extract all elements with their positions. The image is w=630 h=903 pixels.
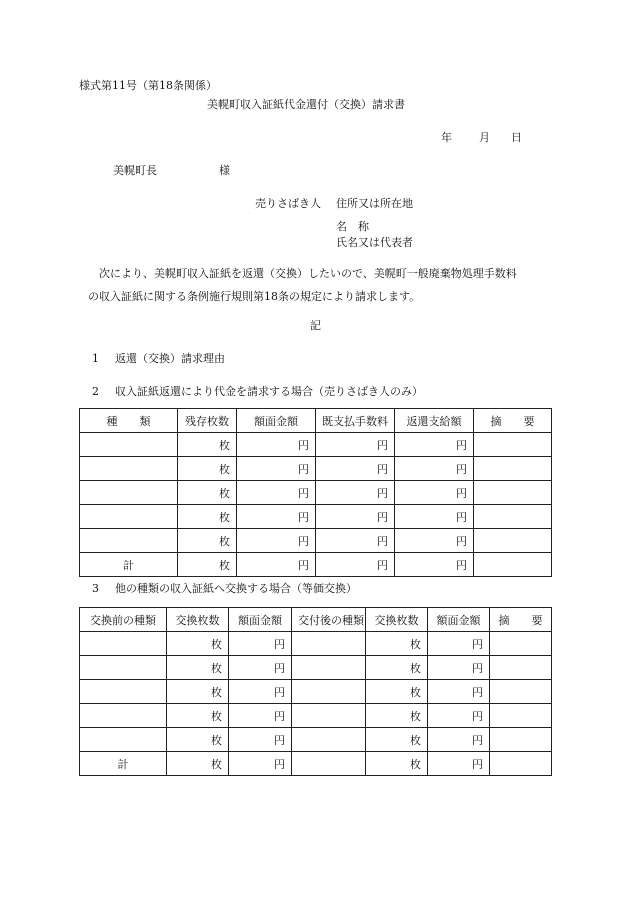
exchange-table (79, 607, 552, 776)
refund-total-count-cell[interactable]: 枚 (178, 553, 237, 577)
refund-count-cell[interactable]: 枚 (178, 457, 237, 481)
exchange-count-after-cell[interactable]: 枚 (366, 680, 428, 704)
form-number: 様式第11号（第18条関係） (79, 79, 217, 92)
exchange-count-after-cell[interactable]: 枚 (366, 632, 428, 656)
refund-header-paid-fee: 既支払手数料 (316, 409, 395, 433)
exchange-header-type-after: 交付後の種類 (292, 608, 366, 632)
refund-amount-cell[interactable]: 円 (395, 433, 474, 457)
refund-face-value-cell[interactable]: 円 (237, 481, 316, 505)
exchange-header-count-before: 交換枚数 (167, 608, 229, 632)
request-body-line-1: 次により、美幌町収入証紙を返還（交換）したいので、美幌町一般廃棄物処理手数料 (99, 267, 517, 280)
refund-total-paid-fee-cell[interactable]: 円 (316, 553, 395, 577)
exchange-face-value-before-cell[interactable]: 円 (229, 728, 292, 752)
addressee-name: 美幌町長 (113, 164, 157, 177)
exchange-type-after-cell[interactable] (292, 656, 366, 680)
exchange-header-count-after: 交換枚数 (366, 608, 428, 632)
table-row (80, 704, 552, 728)
refund-amount-cell[interactable]: 円 (395, 529, 474, 553)
exchange-total-face-value-before-cell[interactable]: 円 (229, 752, 292, 776)
exchange-remarks-cell[interactable] (490, 656, 552, 680)
exchange-header-face-value-after: 額面金額 (428, 608, 490, 632)
refund-type-cell[interactable] (80, 529, 178, 553)
exchange-type-before-cell[interactable] (80, 656, 167, 680)
refund-count-cell[interactable]: 枚 (178, 481, 237, 505)
exchange-count-before-cell[interactable]: 枚 (167, 680, 229, 704)
exchange-total-count-after-cell[interactable]: 枚 (366, 752, 428, 776)
refund-face-value-cell[interactable]: 円 (237, 457, 316, 481)
section3-number: 3 (92, 582, 99, 595)
exchange-remarks-cell[interactable] (490, 728, 552, 752)
exchange-face-value-after-cell[interactable]: 円 (428, 680, 490, 704)
refund-amount-cell[interactable]: 円 (395, 505, 474, 529)
exchange-type-after-cell[interactable] (292, 680, 366, 704)
refund-total-label: 計 (80, 553, 178, 577)
refund-count-cell[interactable]: 枚 (178, 505, 237, 529)
refund-paid-fee-cell[interactable]: 円 (316, 481, 395, 505)
refund-paid-fee-cell[interactable]: 円 (316, 529, 395, 553)
refund-remarks-cell[interactable] (474, 433, 552, 457)
refund-total-row (80, 553, 552, 577)
date-day-label: 日 (511, 131, 522, 144)
exchange-face-value-after-cell[interactable]: 円 (428, 704, 490, 728)
section1-number: 1 (92, 352, 99, 365)
table-row (80, 481, 552, 505)
exchange-count-after-cell[interactable]: 枚 (366, 656, 428, 680)
table-row (80, 680, 552, 704)
table-row (80, 728, 552, 752)
exchange-face-value-after-cell[interactable]: 円 (428, 656, 490, 680)
refund-paid-fee-cell[interactable]: 円 (316, 433, 395, 457)
exchange-count-before-cell[interactable]: 枚 (167, 656, 229, 680)
exchange-count-after-cell[interactable]: 枚 (366, 728, 428, 752)
exchange-face-value-before-cell[interactable]: 円 (229, 656, 292, 680)
exchange-total-remarks-cell[interactable] (490, 752, 552, 776)
refund-type-cell[interactable] (80, 433, 178, 457)
refund-face-value-cell[interactable]: 円 (237, 529, 316, 553)
table-row (80, 433, 552, 457)
addressee-honorific: 様 (219, 164, 230, 177)
table-row (80, 505, 552, 529)
refund-total-amount-cell[interactable]: 円 (395, 553, 474, 577)
exchange-total-count-before-cell[interactable]: 枚 (167, 752, 229, 776)
exchange-type-after-cell[interactable] (292, 632, 366, 656)
exchange-header-type-before: 交換前の種類 (80, 608, 167, 632)
refund-header-refund-amount: 返還支給額 (395, 409, 474, 433)
date-month-label: 月 (479, 131, 490, 144)
exchange-total-row (80, 752, 552, 776)
section2-number: 2 (92, 385, 99, 398)
document-title: 美幌町収入証紙代金還付（交換）請求書 (207, 98, 405, 111)
section3-title: 他の種類の収入証紙へ交換する場合（等価交換） (115, 582, 357, 595)
applicant-representative-label: 氏名又は代表者 (336, 236, 413, 249)
ki-heading: 記 (310, 319, 321, 332)
refund-table-header (80, 409, 552, 433)
exchange-count-after-cell[interactable]: 枚 (366, 704, 428, 728)
section2-title: 収入証紙返還により代金を請求する場合（売りさばき人のみ） (115, 385, 423, 398)
exchange-remarks-cell[interactable] (490, 632, 552, 656)
date-year-label: 年 (441, 131, 452, 144)
refund-amount-cell[interactable]: 円 (395, 457, 474, 481)
refund-type-cell[interactable] (80, 505, 178, 529)
exchange-header-remarks: 摘 要 (490, 608, 552, 632)
request-body (88, 262, 568, 308)
refund-face-value-cell[interactable]: 円 (237, 505, 316, 529)
exchange-remarks-cell[interactable] (490, 680, 552, 704)
refund-header-type: 種 類 (80, 409, 178, 433)
refund-header-remarks: 摘 要 (474, 409, 552, 433)
exchange-face-value-after-cell[interactable]: 円 (428, 728, 490, 752)
refund-remarks-cell[interactable] (474, 457, 552, 481)
refund-paid-fee-cell[interactable]: 円 (316, 457, 395, 481)
refund-amount-cell[interactable]: 円 (395, 481, 474, 505)
exchange-face-value-after-cell[interactable]: 円 (428, 632, 490, 656)
refund-count-cell[interactable]: 枚 (178, 433, 237, 457)
refund-type-cell[interactable] (80, 457, 178, 481)
refund-face-value-cell[interactable]: 円 (237, 433, 316, 457)
exchange-count-before-cell[interactable]: 枚 (167, 632, 229, 656)
exchange-type-before-cell[interactable] (80, 704, 167, 728)
exchange-face-value-before-cell[interactable]: 円 (229, 704, 292, 728)
exchange-type-before-cell[interactable] (80, 680, 167, 704)
exchange-header-face-value-before: 額面金額 (229, 608, 292, 632)
refund-type-cell[interactable] (80, 481, 178, 505)
exchange-count-before-cell[interactable]: 枚 (167, 704, 229, 728)
exchange-count-before-cell[interactable]: 枚 (167, 728, 229, 752)
exchange-remarks-cell[interactable] (490, 704, 552, 728)
exchange-type-before-cell[interactable] (80, 728, 167, 752)
table-row (80, 529, 552, 553)
refund-paid-fee-cell[interactable]: 円 (316, 505, 395, 529)
exchange-type-after-cell[interactable] (292, 728, 366, 752)
applicant-name-label: 名 称 (336, 220, 369, 233)
exchange-face-value-before-cell[interactable]: 円 (229, 632, 292, 656)
exchange-type-before-cell[interactable] (80, 632, 167, 656)
refund-header-face-value: 額面金額 (237, 409, 316, 433)
exchange-type-after-cell[interactable] (292, 704, 366, 728)
applicant-address-label: 住所又は所在地 (336, 197, 413, 210)
table-row (80, 632, 552, 656)
table-row (80, 457, 552, 481)
exchange-table-header (80, 608, 552, 632)
exchange-total-face-value-after-cell[interactable]: 円 (428, 752, 490, 776)
table-row (80, 656, 552, 680)
refund-remarks-cell[interactable] (474, 529, 552, 553)
refund-remarks-cell[interactable] (474, 505, 552, 529)
exchange-total-type-after-cell[interactable] (292, 752, 366, 776)
applicant-label: 売りさばき人 (255, 197, 321, 210)
refund-remarks-cell[interactable] (474, 481, 552, 505)
exchange-total-label: 計 (80, 752, 167, 776)
refund-count-cell[interactable]: 枚 (178, 529, 237, 553)
section1-title: 返還（交換）請求理由 (115, 352, 225, 365)
refund-header-remaining-count: 残存枚数 (178, 409, 237, 433)
refund-table (79, 408, 552, 577)
request-body-line-2: の収入証紙に関する条例施行規則第18条の規定により請求します。 (88, 290, 421, 303)
refund-total-remarks-cell[interactable] (474, 553, 552, 577)
refund-total-face-value-cell[interactable]: 円 (237, 553, 316, 577)
exchange-face-value-before-cell[interactable]: 円 (229, 680, 292, 704)
